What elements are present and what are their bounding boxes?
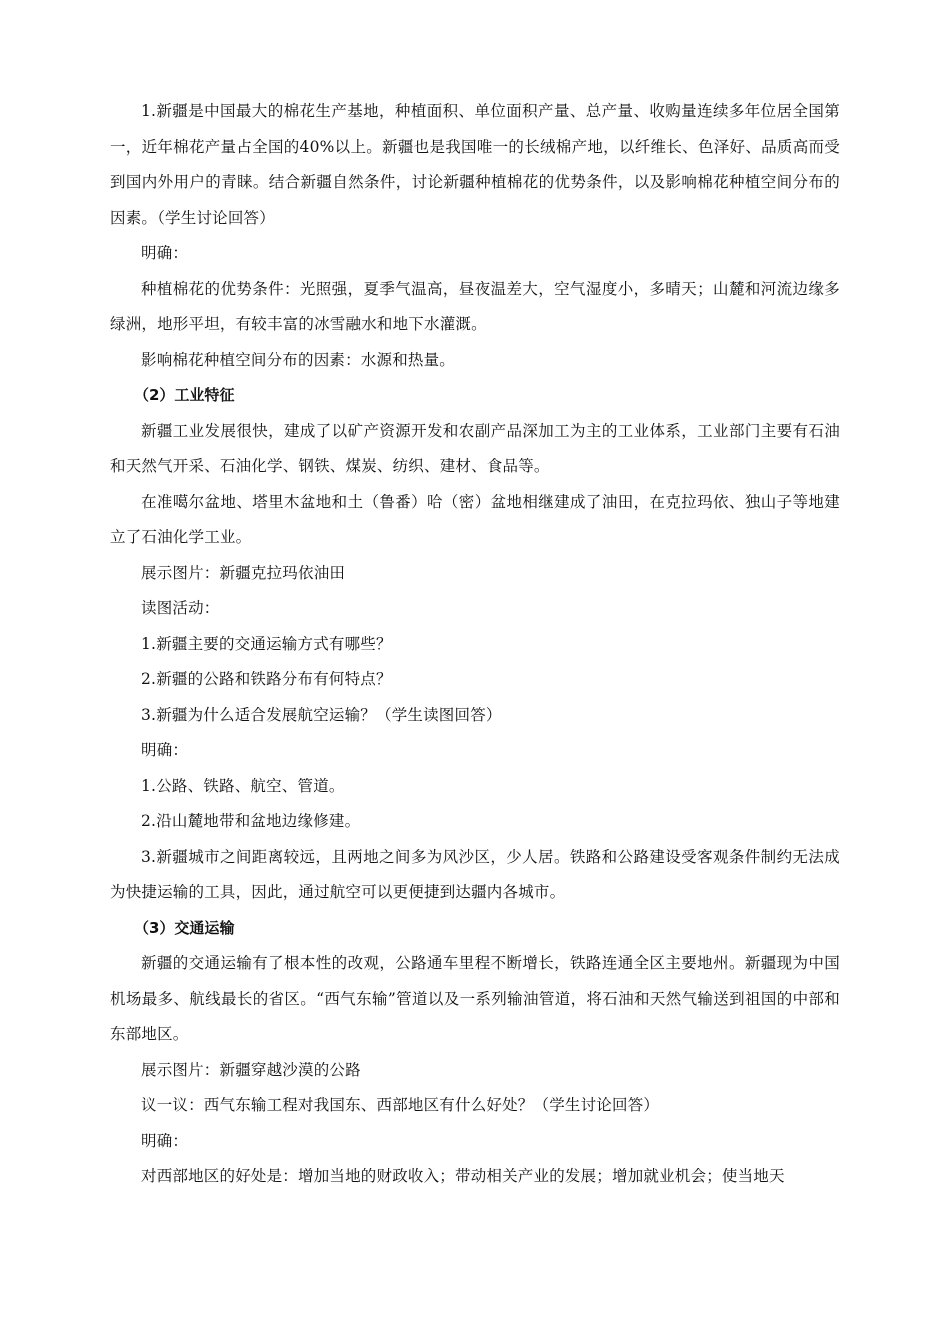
section-heading-transport: （3）交通运输 [134,918,235,937]
paragraph-clarify-3: 明确： [141,1131,189,1150]
paragraph-discussion: 议一议：西气东输工程对我国东、西部地区有什么好处？（学生讨论回答） [141,1096,660,1114]
paragraph-transport-overview: 新疆的交通运输有了根本性的改观，公路通车里程不断增长，铁路连通全区主要地州。新疆现为中国机场最多、航线最长的省区。“西气东输”管道以及一系列输油管道，将石油和天然气输送到祖国的中部和东部地区。 [110,954,840,1043]
paragraph-show-image-1: 展示图片：新疆克拉玛依油田 [141,563,346,582]
paragraph-oilfields: 在准噶尔盆地、塔里木盆地和土（鲁番）哈（密）盆地相继建成了油田，在克拉玛依、独山子等地建立了石油化学工业。 [110,492,840,546]
paragraph-question-2: 2.新疆的公路和铁路分布有何特点？ [141,670,392,688]
paragraph-west-benefits: 对西部地区的好处是：增加当地的财政收入；带动相关产业的发展；增加就业机会；使当地天 [141,1167,785,1185]
section-heading-industry: （2）工业特征 [134,386,235,404]
paragraph-map-activity: 读图活动： [141,599,220,617]
paragraph-answer-2: 2.沿山麓地带和盆地边缘修建。 [141,812,361,830]
paragraph-cotton-factors: 影响棉花种植空间分布的因素：水源和热量。 [141,350,456,369]
paragraph-show-image-2: 展示图片：新疆穿越沙漠的公路 [141,1060,361,1079]
paragraph-clarify-1: 明确： [141,244,189,262]
paragraph-question-3: 3.新疆为什么适合发展航空运输？（学生读图回答） [141,705,502,724]
paragraph-question-1: 1.新疆主要的交通运输方式有哪些？ [141,634,392,653]
paragraph-clarify-2: 明确： [141,741,189,759]
paragraph-answer-1: 1.公路、铁路、航空、管道。 [141,776,345,795]
paragraph-cotton-advantages: 种植棉花的优势条件：光照强，夏季气温高，昼夜温差大，空气湿度小，多晴天；山麓和河流边缘多绿洲，地形平坦，有较丰富的冰雪融水和地下水灌溉。 [110,279,840,333]
document-body [110,94,840,1195]
paragraph-industry-system: 新疆工业发展很快，建成了以矿产资源开发和农副产品深加工为主的工业体系，工业部门主要有石油和天然气开采、石油化学、钢铁、煤炭、纺织、建材、食品等。 [110,421,840,475]
paragraph-cotton-base: 1.新疆是中国最大的棉花生产基地，种植面积、单位面积产量、总产量、收购量连续多年位居全国第一，近年棉花产量占全国的40%以上。新疆也是我国唯一的长绒棉产地，以纤维长、色泽好、品质高而受到国内外用户的青睐。结合新疆自然条件，讨论新疆种植棉花的优势条件，以及影响棉花种植空间分布的因素。（学生讨论回答） [110,102,840,227]
paragraph-answer-3: 3.新疆城市之间距离较远，且两地之间多为风沙区，少人居。铁路和公路建设受客观条件制约无法成为快捷运输的工具，因此，通过航空可以更便捷到达疆内各城市。 [110,847,840,901]
